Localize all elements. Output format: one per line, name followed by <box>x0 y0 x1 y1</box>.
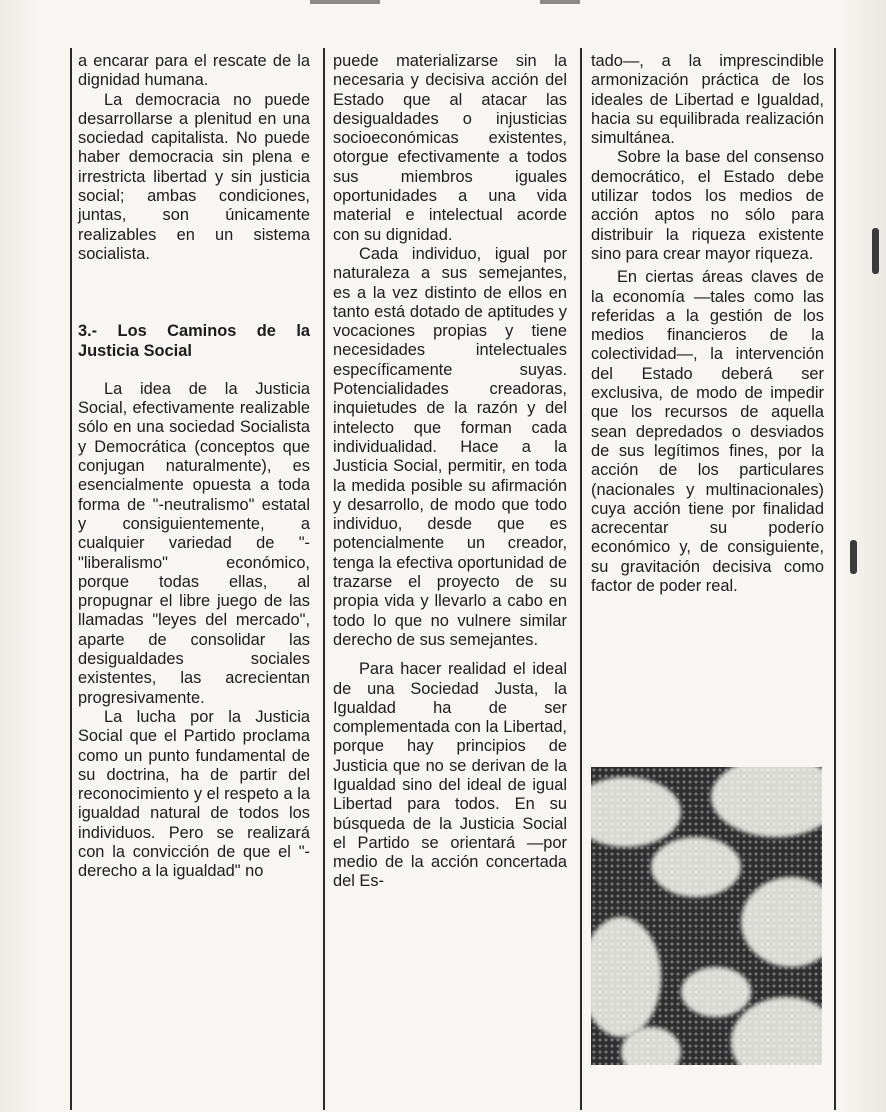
column-2 <box>333 52 567 892</box>
top-edge-fragment <box>310 0 380 4</box>
paragraph: En ciertas áreas claves de la economía —tales como las referidas a la gestión de los medios financieros de la colectividad—, la intervención del Estado deberá ser exclusiva, de modo de impedir que los recursos de aquella sean depredados o desviados de sus legítimos fines, por la acción de los particulares (nacionales y multinacionales) cuya acción tiene por finalidad acrecentar su poderío económico y, de consiguiente, su gravitación decisiva como factor de poder real. <box>591 268 824 596</box>
paragraph: La democracia no puede desarrollarse a plenitud en una sociedad capitalista. No puede haber democracia sin plena e irrestricta libertad y sin justicia social; ambas condiciones, juntas, son únicamente realizables en un sistema socialista. <box>78 90 310 263</box>
paragraph: a encarar para el rescate de la dignidad humana. <box>78 52 310 90</box>
paragraph: Para hacer realidad el ideal de una Sociedad Justa, la Igualdad ha de ser complementada con la Libertad, porque hay principios de Justicia que no se derivan de la Igualdad sino del ideal de igual Libertad para todos. En su búsqueda de la Justicia Social el Partido se orientará —por medio de la acción concertada del Es- <box>333 660 567 891</box>
paragraph: La idea de la Justicia Social, efectivamente realizable sólo en una sociedad Socialista y Democrática (conceptos que conjugan naturalmente), es esencialmente opuesta a toda forma de "-neutralismo" estatal y consiguientemente, a cualquier variedad de "-"liberalismo" económico, porque todas ellas, al propugnar el libre juego de las llamadas "leyes del mercado", aparte de consolidar las desigualdades sociales existentes, las acrecientan progresivamente. <box>78 379 310 707</box>
column-3 <box>591 52 824 596</box>
section-heading: 3.- Los Caminos de la Justicia Social <box>78 322 310 360</box>
halftone-photo <box>591 767 822 1065</box>
column-1 <box>78 52 310 882</box>
paragraph: Cada individuo, igual por naturaleza a sus semejantes, es a la vez distinto de ellos en tanto está dotado de aptitudes y vocaciones propias y tiene necesidades intelectuales específicamente suyas. Potencialidades creadoras, inquietudes de la razón y del intelecto que forman cada individualidad. Hace a la Justicia Social, permitir, en toda la medida posible su afirmación y desarrollo, de modo que todo individuo, desde que es potencialmente un creador, tenga la efectiva oportunidad de trazarse el proyecto de su propia vida y llevarlo a cabo en todo lo que no vulnere similar derecho de sus semejantes. <box>333 244 567 649</box>
column-rule <box>580 48 582 1110</box>
column-rule <box>70 48 72 1110</box>
margin-mark <box>872 228 879 274</box>
paragraph: tado—, a la imprescindible armonización práctica de los ideales de Libertad e Igualdad, hacia su equilibrada realización simultánea. <box>591 52 824 148</box>
paragraph: Sobre la base del consenso democrático, el Estado debe utilizar todos los medios de acción aptos no sólo para distribuir la riqueza existente sino para crear mayor riqueza. <box>591 148 824 263</box>
margin-mark <box>850 540 857 574</box>
paragraph: puede materializarse sin la necesaria y decisiva acción del Estado que al atacar las desigualdades o injusticias socioeconómicas existentes, otorgue efectivamente a todos sus miembros iguales oportunidades a una vida material e intelectual acorde con su dignidad. <box>333 52 567 244</box>
top-edge-fragment <box>540 0 580 4</box>
paragraph: La lucha por la Justicia Social que el Partido proclama como un punto fundamental de su doctrina, ha de partir del reconocimiento y el respeto a la igualdad natural de todos los individuos. Pero se realizará con la convicción de que el "-derecho a la igualdad" no <box>78 707 310 881</box>
column-rule <box>834 48 836 1110</box>
column-rule <box>323 48 325 1110</box>
